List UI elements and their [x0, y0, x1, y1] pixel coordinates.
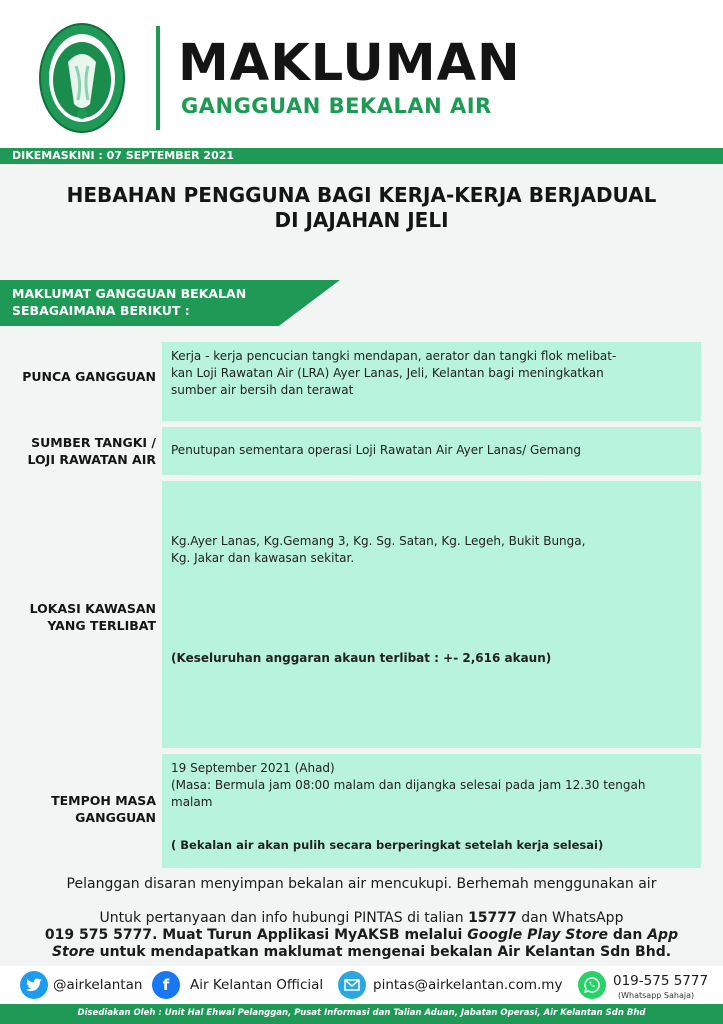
lokasi-label-2: YANG TERLIBAT [47, 618, 156, 633]
sumber-label-1: SUMBER TANGKI / [31, 435, 156, 450]
pintas-number: 15777 [468, 910, 517, 926]
app-store-2: Store [51, 944, 95, 960]
tempoh-box [162, 754, 701, 868]
whatsapp-number: 019 575 5777 [44, 927, 153, 943]
advice-text: Pelanggan disaran menyimpan bekalan air mencukupi. Berhemah menggunakan air [66, 876, 657, 892]
facebook-page[interactable]: Air Kelantan Official [190, 977, 324, 993]
headline-line-1: HEBAHAN PENGGUNA BAGI KERJA-KERJA BERJADUAL [66, 183, 657, 207]
whatsapp-note: (Whatsapp Sahaja) [618, 991, 695, 1000]
email-address[interactable]: pintas@airkelantan.com.my [373, 977, 563, 993]
headline [0, 183, 723, 233]
email-icon[interactable] [338, 971, 366, 999]
lokasi-label-1: LOKASI KAWASAN [29, 601, 156, 616]
lokasi-text-1: Kg.Ayer Lanas, Kg.Gemang 3, Kg. Sg. Satan, Kg. Legeh, Bukit Bunga, [171, 534, 586, 548]
lokasi-label [6, 600, 156, 634]
app-store-1: App [647, 927, 679, 943]
twitter-handle[interactable]: @airkelantan [53, 977, 143, 993]
tempoh-date: 19 September 2021 (Ahad) [171, 761, 335, 775]
info-banner-text [12, 285, 302, 319]
tempoh-note: ( Bekalan air akan pulih secara berperingkat setelah kerja selesai) [171, 838, 604, 852]
tempoh-time-2: malam [171, 795, 213, 809]
contact-text-j: untuk mendapatkan maklumat mengenai bekalan Air Kelantan Sdn Bhd. [94, 944, 672, 960]
lokasi-text-2: Kg. Jakar dan kawasan sekitar. [171, 551, 355, 565]
header-divider [156, 26, 160, 130]
tempoh-label-1: TEMPOH MASA [51, 793, 156, 808]
sumber-label-2: LOJI RAWATAN AIR [27, 452, 156, 467]
contact-text-c: dan WhatsApp [516, 910, 624, 926]
headline-line-2: DI JAJAHAN JELI [274, 208, 449, 232]
lokasi-accounts: (Keseluruhan anggaran akaun terlibat : +- 2,616 akaun) [171, 651, 552, 665]
contact-text-a: Untuk pertanyaan dan info hubungi PINTAS di talian [99, 910, 469, 926]
air-kelantan-logo [38, 22, 126, 134]
footer-text: Disediakan Oleh : Unit Hal Ehwal Pelanggan, Pusat Informasi dan Talian Aduan, Jabatan Operasi, Air Kelantan Sdn Bhd [77, 1008, 646, 1018]
punca-text-3: sumber air bersih dan terawat [171, 383, 354, 397]
tempoh-label [6, 792, 156, 826]
sumber-box [162, 427, 701, 475]
updated-date: DIKEMASKINI : 07 SEPTEMBER 2021 [12, 149, 235, 162]
tempoh-time-1: (Masa: Bermula jam 08:00 malam dan dijangka selesai pada jam 12.30 tengah [171, 778, 646, 792]
whatsapp-icon[interactable] [578, 971, 606, 999]
facebook-icon[interactable]: f [152, 971, 180, 999]
info-banner-line-1: MAKLUMAT GANGGUAN BEKALAN [12, 286, 247, 301]
punca-label: PUNCA GANGGUAN [22, 369, 156, 384]
google-play-store: Google Play Store [467, 927, 609, 943]
lokasi-box [162, 481, 701, 748]
contact-text-g: dan [608, 927, 648, 943]
whatsapp-number-social[interactable]: 019-575 5777 [613, 973, 709, 989]
tempoh-label-2: GANGGUAN [75, 810, 156, 825]
sumber-label [6, 434, 156, 468]
info-banner-line-2: SEBAGAIMANA BERIKUT : [12, 303, 190, 318]
page-subtitle: GANGGUAN BEKALAN AIR [181, 94, 492, 118]
twitter-icon[interactable] [20, 971, 48, 999]
page-title: MAKLUMAN [178, 34, 521, 93]
contact-info [0, 910, 723, 961]
punca-text-1: Kerja - kerja pencucian tangki mendapan, aerator dan tangki flok melibat- [171, 349, 617, 363]
punca-box [162, 342, 701, 421]
contact-text-e: . Muat Turun Applikasi MyAKSB melalui [152, 927, 468, 943]
sumber-text: Penutupan sementara operasi Loji Rawatan Air Ayer Lanas/ Gemang [171, 443, 581, 457]
punca-text-2: kan Loji Rawatan Air (LRA) Ayer Lanas, Jeli, Kelantan bagi meningkatkan [171, 366, 604, 380]
